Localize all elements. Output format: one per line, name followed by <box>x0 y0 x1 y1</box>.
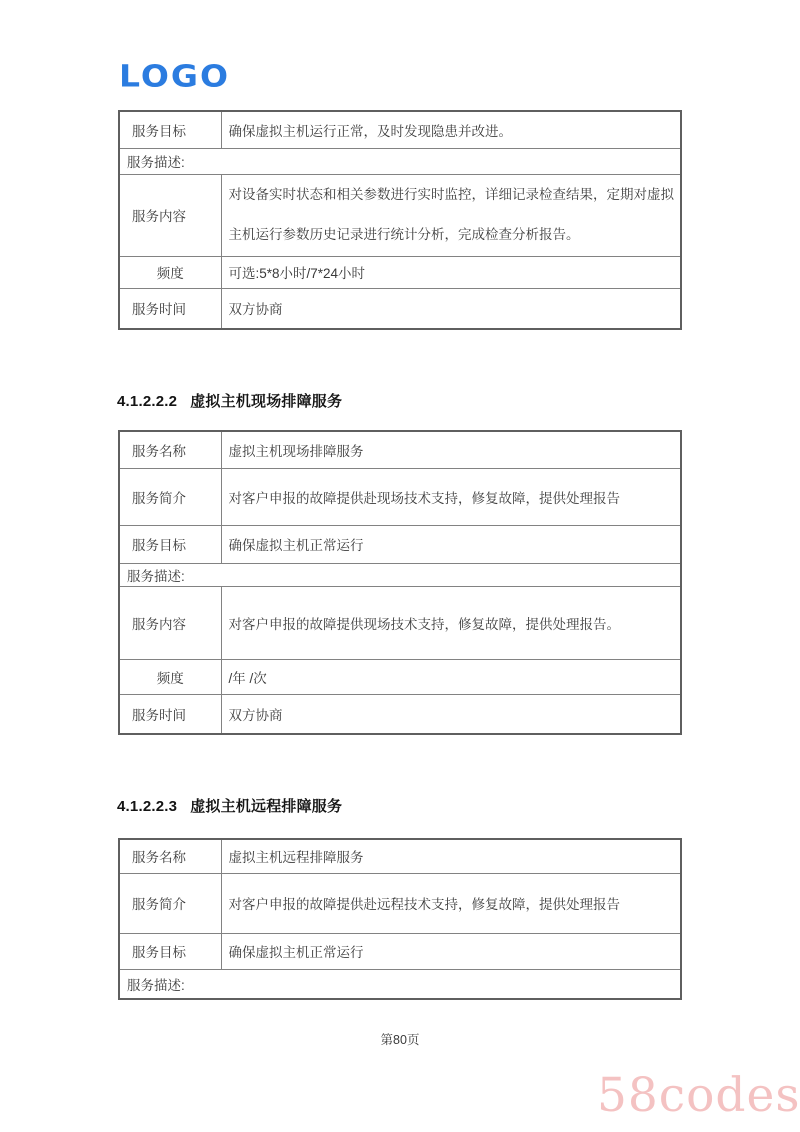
row-label: 服务目标 <box>119 933 221 969</box>
row-label: 频度 <box>119 659 221 694</box>
row-label: 服务目标 <box>119 525 221 563</box>
row-label: 服务名称 <box>119 431 221 468</box>
table-row <box>119 431 681 468</box>
row-value: 双方协商 <box>221 288 681 329</box>
row-value: 确保虚拟主机运行正常，及时发现隐患并改进。 <box>221 111 681 148</box>
row-value: 双方协商 <box>221 694 681 734</box>
row-label: 服务描述: <box>119 563 681 586</box>
table-row <box>119 174 681 256</box>
row-label: 服务时间 <box>119 694 221 734</box>
row-value: 对客户申报的故障提供赴现场技术支持，修复故障，提供处理报告 <box>221 468 681 525</box>
table-row <box>119 148 681 174</box>
row-label: 服务描述: <box>119 969 681 999</box>
service-table-3 <box>118 838 682 1000</box>
row-value: /年 /次 <box>221 659 681 694</box>
row-label: 服务目标 <box>119 111 221 148</box>
table-row <box>119 873 681 933</box>
row-value: 可选:5*8小时/7*24小时 <box>221 256 681 288</box>
row-label: 服务名称 <box>119 839 221 873</box>
section-title: 虚拟主机现场排障服务 <box>190 393 343 410</box>
table-row <box>119 563 681 586</box>
section-number: 4.1.2.2.3 <box>117 798 178 815</box>
page-number: 第80页 <box>380 1033 420 1047</box>
table-row <box>119 468 681 525</box>
service-table-1 <box>118 110 682 330</box>
row-value: 对设备实时状态和相关参数进行实时监控，详细记录检查结果，定期对虚拟主机运行参数历史记录进行统计分析，完成检查分析报告。 <box>221 174 681 256</box>
service-table-2 <box>118 430 682 735</box>
table-row <box>119 969 681 999</box>
section-number: 4.1.2.2.2 <box>117 393 178 410</box>
section-heading-4.1.2.2.2 <box>117 390 342 411</box>
table-row <box>119 256 681 288</box>
row-value: 对客户申报的故障提供赴远程技术支持，修复故障，提供处理报告 <box>221 873 681 933</box>
row-label: 服务简介 <box>119 873 221 933</box>
row-label: 服务简介 <box>119 468 221 525</box>
row-value: 确保虚拟主机正常运行 <box>221 525 681 563</box>
row-value: 虚拟主机远程排障服务 <box>221 839 681 873</box>
table-row <box>119 288 681 329</box>
table-row <box>119 694 681 734</box>
row-value: 对客户申报的故障提供现场技术支持，修复故障，提供处理报告。 <box>221 586 681 659</box>
table-row <box>119 586 681 659</box>
section-title: 虚拟主机远程排障服务 <box>190 798 343 815</box>
watermark: 58codes <box>597 1068 800 1123</box>
logo: LOGO <box>119 58 231 94</box>
row-label: 服务描述: <box>119 148 681 174</box>
row-label: 服务内容 <box>119 174 221 256</box>
table-row <box>119 839 681 873</box>
row-value: 虚拟主机现场排障服务 <box>221 431 681 468</box>
row-value: 确保虚拟主机正常运行 <box>221 933 681 969</box>
table-row <box>119 659 681 694</box>
row-label: 频度 <box>119 256 221 288</box>
row-label: 服务时间 <box>119 288 221 329</box>
table-row <box>119 933 681 969</box>
section-heading-4.1.2.2.3 <box>117 795 342 816</box>
row-label: 服务内容 <box>119 586 221 659</box>
table-row <box>119 525 681 563</box>
table-row <box>119 111 681 148</box>
